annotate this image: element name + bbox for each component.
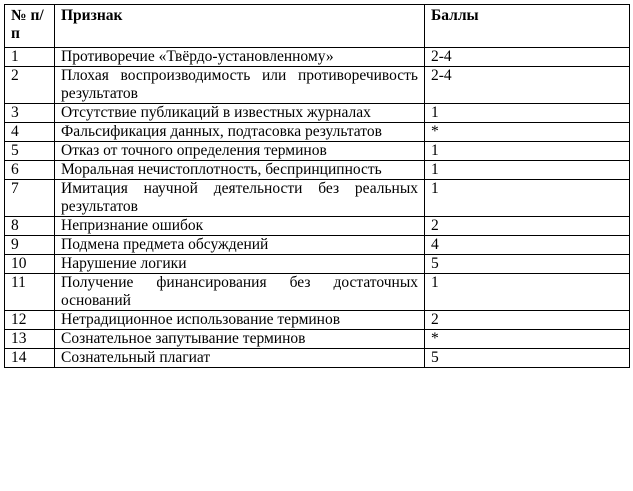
row-score: 1 [425, 104, 630, 123]
row-feature: Нарушение логики [55, 255, 425, 274]
row-feature: Противоречие «Твёрдо-установленному» [55, 48, 425, 67]
row-number: 7 [5, 180, 55, 217]
row-feature: Нетрадиционное использование терминов [55, 311, 425, 330]
row-number: 8 [5, 217, 55, 236]
row-number: 13 [5, 330, 55, 349]
row-number: 12 [5, 311, 55, 330]
row-number: 5 [5, 142, 55, 161]
row-score: 2 [425, 217, 630, 236]
row-feature: Имитация научной деятельности без реальных результатов [55, 180, 425, 217]
row-feature: Непризнание ошибок [55, 217, 425, 236]
row-feature: Подмена предмета обсуждений [55, 236, 425, 255]
row-number: 11 [5, 274, 55, 311]
row-feature: Моральная нечистоплотность, беспринципность [55, 161, 425, 180]
row-score: 4 [425, 236, 630, 255]
row-score: 2 [425, 311, 630, 330]
table-row [5, 142, 630, 161]
row-feature: Плохая воспроизводимость или противоречивость результатов [55, 67, 425, 104]
table-row [5, 123, 630, 142]
row-feature: Фальсификация данных, подтасовка результатов [55, 123, 425, 142]
row-score: 2-4 [425, 48, 630, 67]
row-score: 1 [425, 274, 630, 311]
row-feature: Получение финансирования без достаточных оснований [55, 274, 425, 311]
criteria-table [4, 4, 630, 368]
row-score: 2-4 [425, 67, 630, 104]
table-row [5, 311, 630, 330]
row-score: 5 [425, 255, 630, 274]
table-row [5, 67, 630, 104]
table-row [5, 255, 630, 274]
row-feature: Отказ от точного определения терминов [55, 142, 425, 161]
row-number: 6 [5, 161, 55, 180]
table-row [5, 274, 630, 311]
table-row [5, 48, 630, 67]
row-score: 5 [425, 349, 630, 368]
row-number: 4 [5, 123, 55, 142]
table-row [5, 161, 630, 180]
row-number: 10 [5, 255, 55, 274]
row-number: 3 [5, 104, 55, 123]
table-row [5, 236, 630, 255]
header-number: № п/п [5, 5, 55, 48]
row-number: 14 [5, 349, 55, 368]
table-row [5, 217, 630, 236]
header-row [5, 5, 630, 48]
row-score: 1 [425, 161, 630, 180]
row-number: 2 [5, 67, 55, 104]
row-feature: Сознательное запутывание терминов [55, 330, 425, 349]
row-number: 9 [5, 236, 55, 255]
row-score: * [425, 330, 630, 349]
table-row [5, 104, 630, 123]
row-score: * [425, 123, 630, 142]
row-score: 1 [425, 180, 630, 217]
header-score: Баллы [425, 5, 630, 48]
table-row [5, 330, 630, 349]
header-feature: Признак [55, 5, 425, 48]
row-score: 1 [425, 142, 630, 161]
table-row [5, 180, 630, 217]
table-row [5, 349, 630, 368]
row-feature: Сознательный плагиат [55, 349, 425, 368]
row-number: 1 [5, 48, 55, 67]
row-feature: Отсутствие публикаций в известных журналах [55, 104, 425, 123]
